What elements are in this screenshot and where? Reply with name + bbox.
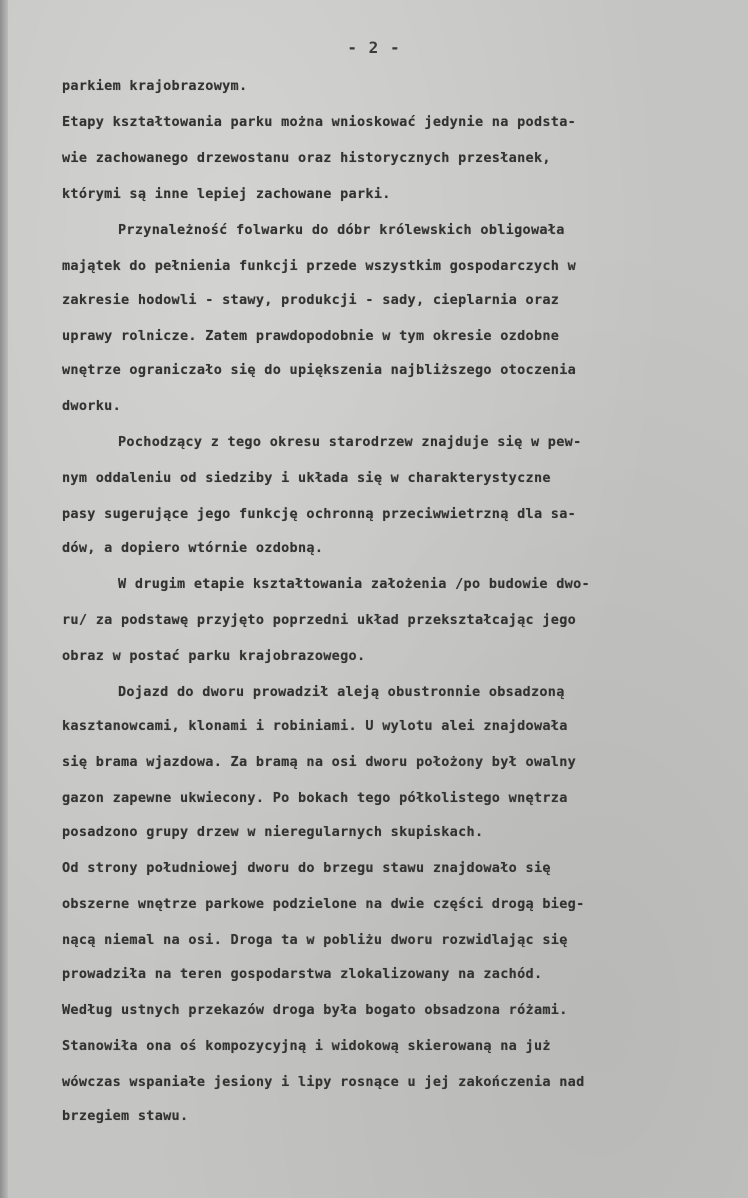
text-line: uprawy rolnicze. Zatem prawdopodobnie w tym okresie ozdobne	[62, 328, 560, 344]
text-line: dworku.	[62, 398, 121, 414]
text-line: którymi są inne lepiej zachowane parki.	[62, 186, 391, 202]
text-line: posadzono grupy drzew w nieregularnych skupiskach.	[62, 824, 484, 840]
text-line: Od strony południowej dworu do brzegu stawu znajdowało się	[62, 860, 551, 876]
text-line: brzegiem stawu.	[62, 1108, 189, 1124]
page-number: - 2 -	[347, 38, 401, 57]
text-line: Stanowiła ona oś kompozycyjną i widokową skierowaną na już	[62, 1038, 551, 1054]
text-line: Według ustnych przekazów droga była bogato obsadzona różami.	[62, 1002, 568, 1018]
text-line: parkiem krajobrazowym.	[62, 78, 248, 94]
text-line: W drugim etapie kształtowania założenia /po budowie dwo-	[118, 576, 590, 592]
text-line: pasy sugerujące jego funkcję ochronną przeciwwietrzną dla sa-	[62, 506, 577, 522]
text-line: gazon zapewne ukwiecony. Po bokach tego półkolistego wnętrza	[62, 790, 568, 806]
text-line: dów, a dopiero wtórnie ozdobną.	[62, 540, 324, 556]
text-line: obraz w postać parku krajobrazowego.	[62, 648, 366, 664]
text-line: ru/ za podstawę przyjęto poprzedni układ przekształcając jego	[62, 612, 577, 628]
text-line: obszerne wnętrze parkowe podzielone na dwie części drogą bieg-	[62, 896, 585, 912]
page-edge-shadow	[0, 0, 8, 1198]
text-line: prowadziła na teren gospodarstwa zlokalizowany na zachód.	[62, 966, 543, 982]
text-line: Dojazd do dworu prowadził aleją obustronnie obsadzoną	[118, 684, 565, 700]
text-line: Przynależność folwarku do dóbr królewskich obligowała	[118, 222, 565, 238]
text-line: wnętrze ograniczało się do upiększenia najbliższego otoczenia	[62, 362, 577, 378]
text-line: Etapy kształtowania parku można wnioskować jedynie na podsta-	[62, 114, 577, 130]
text-line: nącą niemal na osi. Droga ta w pobliżu dworu rozwidlając się	[62, 932, 568, 948]
text-line: zakresie hodowli - stawy, produkcji - sady, cieplarnia oraz	[62, 292, 560, 308]
text-line: wówczas wspaniałe jesiony i lipy rosnące u jej zakończenia nad	[62, 1074, 585, 1090]
text-line: nym oddaleniu od siedziby i układa się w charakterystyczne	[62, 470, 551, 486]
text-line: kasztanowcami, klonami i robiniami. U wylotu alei znajdowała	[62, 718, 568, 734]
text-line: się brama wjazdowa. Za bramą na osi dworu położony był owalny	[62, 754, 577, 770]
text-line: wie zachowanego drzewostanu oraz historycznych przesłanek,	[62, 150, 551, 166]
text-line: majątek do pełnienia funkcji przede wszystkim gospodarczych w	[62, 258, 577, 274]
text-line: Pochodzący z tego okresu starodrzew znajduje się w pew-	[118, 434, 582, 450]
